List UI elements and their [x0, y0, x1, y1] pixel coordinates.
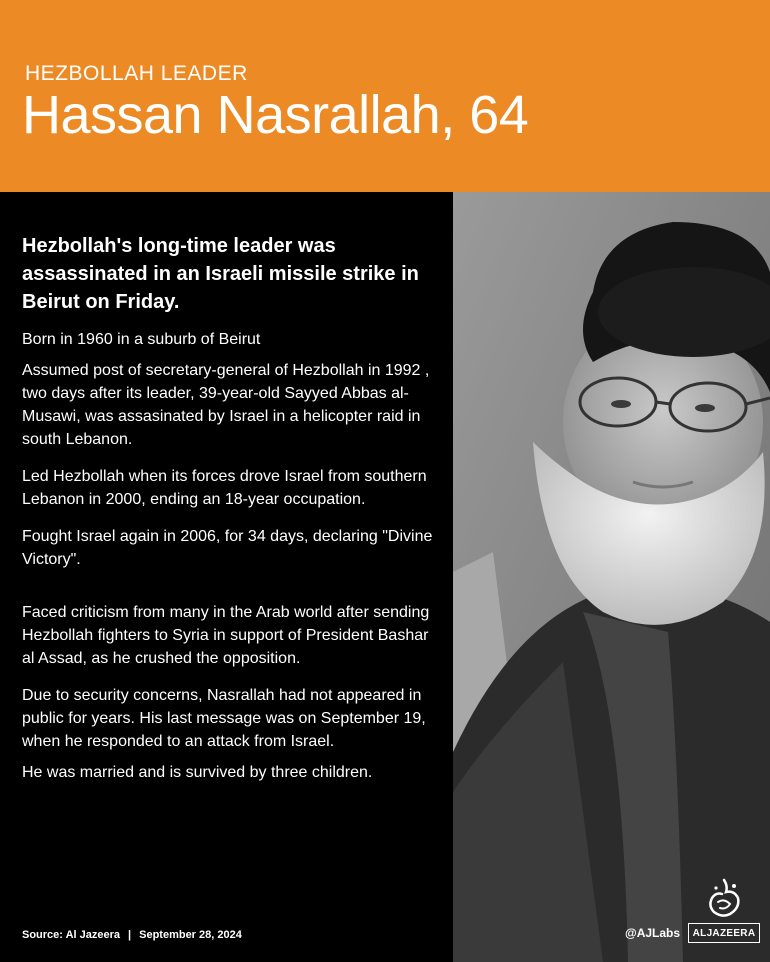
kicker-label: HEZBOLLAH LEADER: [25, 62, 248, 85]
brand-wordmark: [688, 923, 760, 943]
page-title: Hassan Nasrallah, 64: [22, 85, 529, 145]
bio-paragraph-family: He was married and is survived by three children.: [22, 764, 373, 781]
bio-paragraph-2006: Fought Israel again in 2006, for 34 days, declaring "Divine Victory".: [22, 528, 433, 568]
bio-paragraph-syria: Faced criticism from many in the Arab world after sending Hezbollah fighters to Syria in support of President Bashar al Assad, as he crushed the opposition.: [22, 604, 430, 667]
footer-separator: |: [128, 929, 132, 941]
lead-paragraph: Hezbollah's long-time leader was assassinated in an Israeli missile strike in Beirut on Friday.: [22, 235, 419, 313]
header-banner: [0, 0, 770, 192]
bio-paragraph-birth: Born in 1960 in a suburb of Beirut: [22, 331, 261, 348]
date-label: September 28, 2024: [139, 929, 242, 941]
bio-paragraph-security: Due to security concerns, Nasrallah had not appeared in public for years. His last message was on September 19, when he responded to an attack from Israel.: [22, 687, 426, 750]
footer-source: [22, 929, 242, 941]
al-jazeera-calligraphy-icon: [704, 878, 744, 920]
text-column: [22, 232, 442, 798]
portrait-photo: [453, 192, 770, 962]
bio-paragraph-post: Assumed post of secretary-general of Hezbollah in 1992 , two days after its leader, 39-year-old Sayyed Abbas al-Musawi, was assasinated by Israel in a helicopter raid in south Lebanon.: [22, 362, 430, 448]
source-label: Source: Al Jazeera: [22, 929, 121, 941]
brand-label: ALJAZEERA: [692, 927, 756, 939]
social-handle: @AJLabs: [625, 926, 681, 940]
bio-paragraph-2000: Led Hezbollah when its forces drove Israel from southern Lebanon in 2000, ending an 18-year occupation.: [22, 468, 427, 508]
